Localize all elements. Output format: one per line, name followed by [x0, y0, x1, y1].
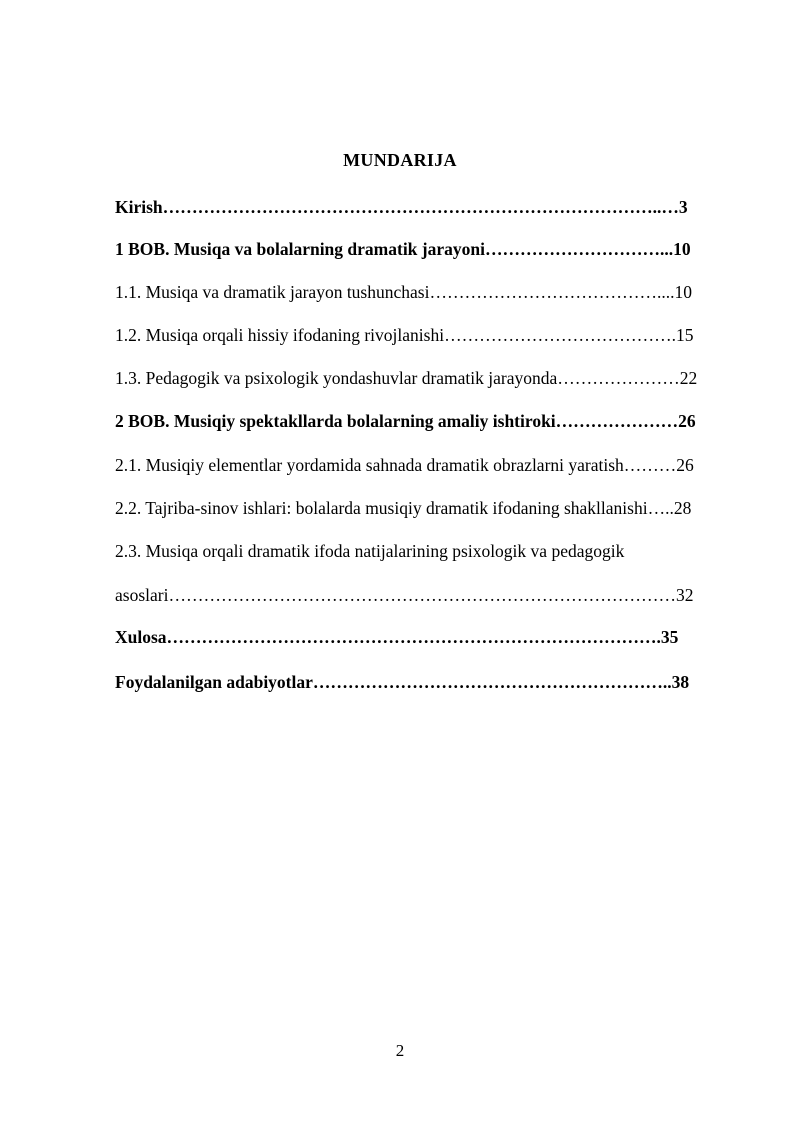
toc-entry-section-1-1: 1.1. Musiqa va dramatik jarayon tushunchasi…………………………………....10	[115, 282, 692, 302]
toc-entry-section-2-1: 2.1. Musiqiy elementlar yordamida sahnada dramatik obrazlarni yaratish………26	[115, 455, 694, 475]
toc-entry-kirish: Kirish…………………………………………………………………………..…3	[115, 197, 688, 217]
toc-entry-chapter-1: 1 BOB. Musiqa va bolalarning dramatik jarayoni…………………………...10	[115, 239, 691, 259]
toc-entry-section-2-3-continued: asoslari……………………………………………………………………………32	[115, 585, 694, 605]
toc-entry-section-1-3: 1.3. Pedagogik va psixologik yondashuvlar dramatik jarayonda…………………22	[115, 368, 698, 388]
toc-entry-bibliography: Foydalanilgan adabiyotlar……………………………………………………..38	[115, 672, 690, 692]
toc-entry-section-2-2: 2.2. Tajriba-sinov ishlari: bolalarda musiqiy dramatik ifodaning shakllanishi…..28	[115, 498, 692, 518]
toc-entry-chapter-2: 2 BOB. Musiqiy spektakllarda bolalarning amaliy ishtiroki…………………26	[115, 411, 696, 431]
toc-entry-xulosa: Xulosa………………………………………………………………………….35	[115, 627, 679, 647]
toc-entry-section-1-2: 1.2. Musiqa orqali hissiy ifodaning rivojlanishi………………………………….15	[115, 325, 694, 345]
page-number: 2	[395, 1041, 405, 1060]
page-title: MUNDARIJA	[343, 150, 457, 170]
toc-entry-section-2-3: 2.3. Musiqa orqali dramatik ifoda natijalarining psixologik va pedagogik	[115, 541, 625, 561]
